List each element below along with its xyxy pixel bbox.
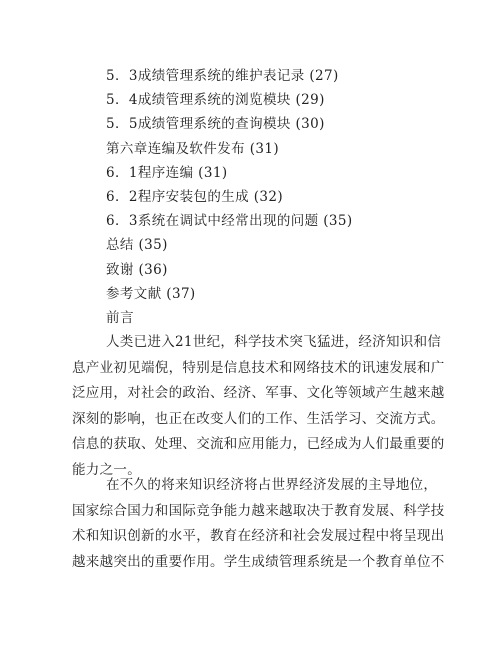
toc-entry: 5．3成绩管理系统的维护表记录 (27) (106, 68, 339, 84)
toc-entry: 6．2程序安装包的生成 (32) (106, 188, 284, 205)
toc-entry: 6．1程序连编 (31) (106, 164, 228, 181)
paragraph-line: 深刻的影响，也正在改变人们的工作、生活学习、交流方式。 (72, 410, 445, 427)
paragraph-line: 术和知识创新的水平，教育在经济和社会发展过程中将呈现出 (72, 528, 445, 544)
table-of-contents (106, 64, 446, 306)
preface-heading: 前言 (106, 310, 135, 326)
toc-entry: 参考文献 (37) (106, 285, 196, 302)
toc-entry: 5．4成绩管理系统的浏览模块 (29) (106, 92, 325, 109)
preface-paragraph (72, 330, 445, 483)
paragraph-line: 息产业初见端倪，特别是信息技术和网络技术的讯速发展和广 (72, 359, 445, 376)
paragraph-line: 国家综合国力和国际竞争能力越来越取决于教育发展、科学技 (72, 502, 445, 519)
preface-paragraph (72, 473, 445, 575)
paragraph-line: 在不久的将来知识经济将占世界经济发展的主导地位， (106, 477, 438, 493)
toc-entry: 致谢 (36) (106, 261, 168, 278)
paragraph-line: 能力之一。 (72, 461, 141, 478)
paragraph-line: 人类已进入21世纪，科学技术突飞猛进，经济知识和信 (106, 334, 442, 350)
toc-entry: 第六章连编及软件发布 (31) (106, 140, 280, 157)
toc-entry: 6．3系统在调试中经常出现的问题 (35) (106, 213, 353, 230)
paragraph-line: 泛应用，对社会的政治、经济、军事、文化等领域产生越来越 (72, 385, 445, 401)
toc-entry: 5．5成绩管理系统的查询模块 (30) (106, 116, 325, 133)
toc-entry: 总结 (35) (106, 237, 168, 254)
paragraph-line: 越来越突出的重要作用。学生成绩管理系统是一个教育单位不 (72, 553, 445, 570)
paragraph-line: 信息的获取、处理、交流和应用能力，已经成为人们最重要的 (72, 436, 445, 452)
